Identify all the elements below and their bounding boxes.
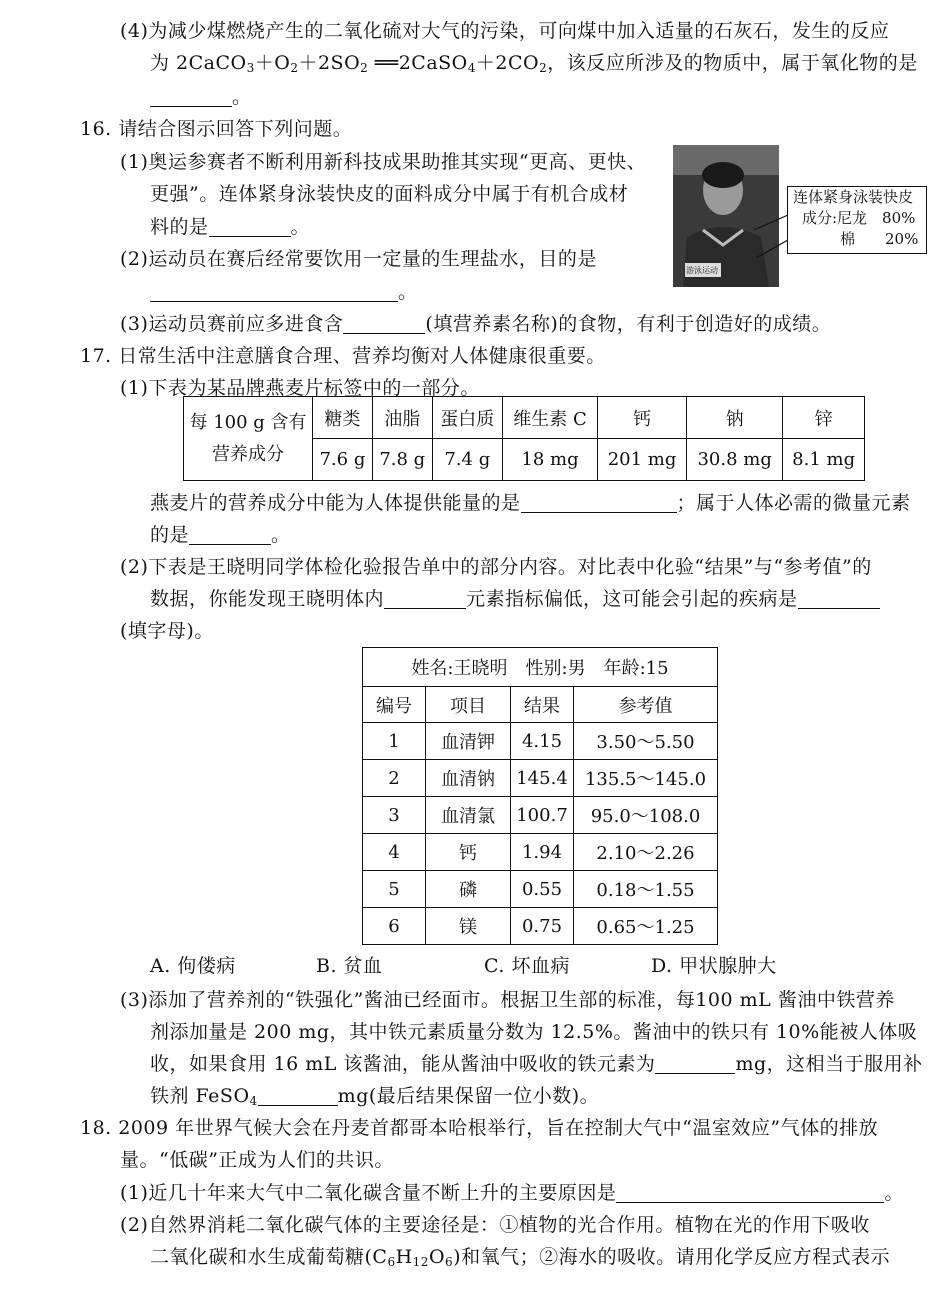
eq-part: ＋O [254, 52, 291, 74]
q18-2-line1: (2)自然界消耗二氧化碳气体的主要途径是：①植物的光合作用。植物在光的作用下吸收 [120, 1214, 870, 1236]
option-b[interactable]: B. 贫血 [316, 955, 383, 977]
q18-line1: 18. 2009 年世界气候大会在丹麦首都哥本哈根举行，旨在控制大气中“温室效应”气体的排放 [80, 1117, 879, 1139]
table-cell: 145.4 [511, 760, 574, 797]
photo-badge: 游泳运动 [686, 266, 718, 275]
text: 铁剂 FeSO [150, 1085, 250, 1107]
text: (3)运动员赛前应多进食含 [120, 313, 344, 335]
table-cell: 血清钾 [426, 723, 511, 760]
subscript: 4 [249, 1094, 258, 1108]
q18-line2: 量。“低碳”正成为人们的共识。 [120, 1149, 394, 1171]
subscript: 3 [246, 61, 255, 75]
header-label: 每 100 g 含有 [189, 411, 307, 433]
header-label: 营养成分 [212, 443, 284, 465]
table-cell: 2.10～2.26 [574, 834, 718, 871]
column-header: 维生素 C [502, 397, 597, 439]
q15-4-line2 [150, 50, 918, 81]
q15-4-line1: (4)为减少煤燃烧产生的二氧化硫对大气的污染，可向煤中加入适量的石灰石，发生的反应 [120, 20, 890, 42]
table-cell: 7.8 g [372, 439, 432, 481]
table-cell: 1.94 [511, 834, 574, 871]
table-cell: 1 [363, 723, 426, 760]
column-header: 参考值 [574, 687, 718, 723]
answer-blank[interactable] [258, 1085, 338, 1106]
table-cell: 血清钠 [426, 760, 511, 797]
q17-3-line4 [150, 1083, 599, 1114]
table-cell: 钙 [426, 834, 511, 871]
table-cell: 3.50～5.50 [574, 723, 718, 760]
q16-1-line1: (1)奥运参赛者不断利用新科技成果助推其实现“更高、更快、 [120, 151, 647, 173]
table-cell: 7.4 g [432, 439, 502, 481]
q16-1-line2: 更强”。连体紧身泳装快皮的面料成分中属于有机合成材 [150, 183, 629, 205]
text: 的是 [150, 524, 190, 546]
q17-3-line1: (3)添加了营养剂的“铁强化”酱油已经面市。根据卫生部的标准，每100 mL 酱油中铁营养 [120, 989, 895, 1011]
text: (1)近几十年来大气中二氧化碳含量不断上升的主要原因是 [120, 1182, 617, 1204]
q17-3-line3 [150, 1051, 923, 1077]
q17-2-line2 [150, 586, 880, 612]
table-cell: 磷 [426, 871, 511, 908]
option-d[interactable]: D. 甲状腺肿大 [651, 955, 777, 977]
column-header: 编号 [363, 687, 426, 723]
subscript: 2 [539, 61, 548, 75]
answer-blank[interactable] [798, 588, 880, 609]
table-cell: 4 [363, 834, 426, 871]
q17-1-question1 [150, 490, 911, 516]
table-cell: 0.65～1.25 [574, 908, 718, 945]
column-header: 蛋白质 [432, 397, 502, 439]
table-cell: 4.15 [511, 723, 574, 760]
subscript: 6 [387, 1255, 396, 1269]
table-cell: 95.0～108.0 [574, 797, 718, 834]
eq-part: ，该反应所涉及的物质中，属于氧化物的是 [547, 52, 918, 74]
subscript: 4 [467, 61, 476, 75]
nutrition-header-cell [184, 397, 313, 481]
text: (填营养素名称)的食物，有利于创造好的成绩。 [425, 313, 832, 335]
nutrition-table [183, 396, 865, 481]
table-cell: 18 mg [502, 439, 597, 481]
text: O [428, 1246, 446, 1268]
callout-pointer [748, 200, 790, 260]
q16-1-line3: 料的是 。 [150, 216, 311, 238]
q16-3-line [120, 311, 831, 337]
q16-title: 16. 请结合图示回答下列问题。 [80, 118, 353, 140]
table-cell: 0.18～1.55 [574, 871, 718, 908]
answer-blank[interactable] [616, 1182, 884, 1203]
column-header: 糖类 [313, 397, 373, 439]
q18-1-line: (1)近几十年来大气中二氧化碳含量不断上升的主要原因是 。 [120, 1182, 904, 1204]
text: ；属于人体必需的微量元素 [676, 492, 911, 514]
text: mg(最后结果保留一位小数)。 [337, 1085, 600, 1107]
callout-line3: 棉 20% [840, 230, 919, 248]
table-row [363, 797, 718, 834]
table-cell: 7.6 g [313, 439, 373, 481]
blood-report-table [362, 647, 718, 945]
eq-part: ＋2CO [475, 52, 540, 74]
table-cell: 0.55 [511, 871, 574, 908]
table-row [363, 760, 718, 797]
column-header: 项目 [426, 687, 511, 723]
table-cell: 30.8 mg [687, 439, 783, 481]
table-cell: 6 [363, 908, 426, 945]
column-header: 油脂 [372, 397, 432, 439]
column-header: 钙 [598, 397, 687, 439]
text: H [395, 1246, 413, 1268]
table-cell: 201 mg [598, 439, 687, 481]
subscript: 6 [445, 1255, 454, 1269]
text: 元素指标偏低，这可能会引起的疾病是 [466, 588, 798, 610]
text: )和氧气；②海水的吸收。请用化学反应方程式表示 [453, 1246, 891, 1268]
subscript: 12 [412, 1255, 429, 1269]
column-header: 钠 [687, 397, 783, 439]
q18-2-line2 [150, 1244, 890, 1275]
eq-part: ══2CaSO [368, 52, 468, 74]
fabric-callout [787, 186, 927, 254]
callout-line1: 连体紧身泳装快皮 [793, 188, 914, 206]
table-cell: 镁 [426, 908, 511, 945]
answer-blank[interactable] [150, 281, 398, 302]
text: 收，如果食用 16 mL 该酱油，能从酱油中吸收的铁元素为 [150, 1053, 656, 1075]
table-cell: 8.1 mg [783, 439, 865, 481]
table-cell: 135.5～145.0 [574, 760, 718, 797]
option-c[interactable]: C. 坏血病 [484, 955, 570, 977]
table-row [363, 834, 718, 871]
q17-3-line2: 剂添加量是 200 mg，其中铁元素质量分数为 12.5%。酱油中的铁只有 10%能被人体吸 [150, 1021, 918, 1043]
answer-blank[interactable] [189, 524, 271, 545]
q17-2-line3: (填字母)。 [120, 620, 214, 642]
column-header: 锌 [783, 397, 865, 439]
answer-blank[interactable] [384, 588, 466, 609]
table-row [363, 723, 718, 760]
q16-2-line2: 。 [150, 279, 418, 305]
subscript: 2 [290, 61, 299, 75]
text: 料的是 [150, 216, 209, 238]
q17-1-line: (1)下表为某品牌燕麦片标签中的一部分。 [120, 377, 480, 399]
option-a[interactable]: A. 佝偻病 [150, 955, 236, 977]
subscript: 2 [360, 61, 369, 75]
answer-blank[interactable] [655, 1053, 735, 1074]
q15-4-line3 [150, 84, 252, 110]
answer-blank[interactable] [209, 216, 291, 237]
text: 数据，你能发现王晓明体内 [150, 588, 385, 610]
table-cell: 0.75 [511, 908, 574, 945]
answer-blank[interactable] [343, 313, 425, 334]
answer-blank[interactable] [150, 86, 232, 107]
eq-part: ＋2SO [298, 52, 361, 74]
table-cell: 血清氯 [426, 797, 511, 834]
table-row [363, 908, 718, 945]
report-title: 姓名:王晓明 性别:男 年龄:15 [363, 648, 718, 687]
table-cell: 3 [363, 797, 426, 834]
answer-blank[interactable] [521, 492, 677, 513]
text: 二氧化碳和水生成葡萄糖(C [150, 1246, 388, 1268]
table-row [363, 871, 718, 908]
callout-line2: 成分:尼龙 80% [802, 209, 916, 227]
table-cell: 5 [363, 871, 426, 908]
q17-1-question2: 的是 。 [150, 524, 291, 546]
q17-2-line1: (2)下表是王晓明同学体检化验报告单中的部分内容。对比表中化验“结果”与“参考值”的 [120, 556, 872, 578]
table-cell: 2 [363, 760, 426, 797]
column-header: 结果 [511, 687, 574, 723]
table-cell: 100.7 [511, 797, 574, 834]
text: mg，这相当于服用补 [735, 1053, 923, 1075]
q16-2-line1: (2)运动员在赛后经常要饮用一定量的生理盐水，目的是 [120, 248, 597, 270]
eq-part: 为 2CaCO [150, 52, 247, 74]
text: 燕麦片的营养成分中能为人体提供能量的是 [150, 492, 521, 514]
q17-title: 17. 日常生活中注意膳食合理、营养均衡对人体健康很重要。 [80, 345, 606, 367]
period: 。 [232, 86, 252, 108]
